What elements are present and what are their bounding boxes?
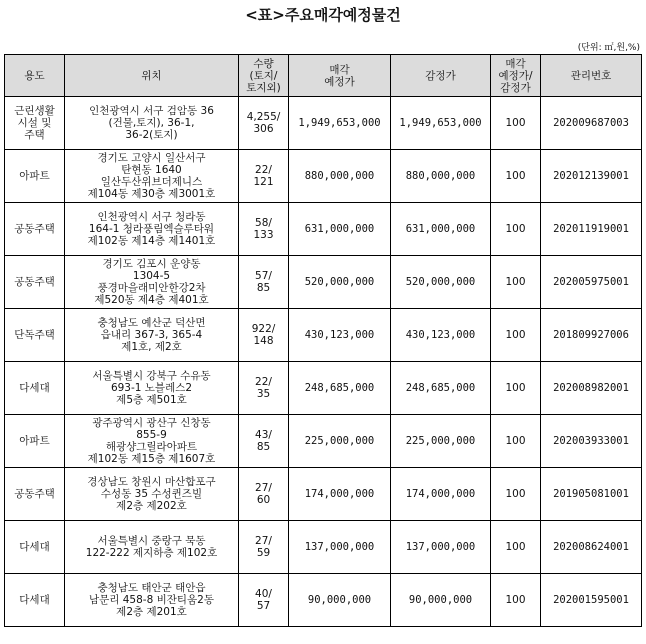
cell-use: 아파트 — [5, 415, 65, 468]
cell-price: 1,949,653,000 — [289, 97, 391, 150]
cell-ratio: 100 — [491, 150, 541, 203]
table-row — [5, 150, 642, 203]
cell-quantity: 4,255/ 306 — [239, 97, 289, 150]
cell-appraisal: 137,000,000 — [391, 521, 491, 574]
cell-price: 631,000,000 — [289, 203, 391, 256]
cell-appraisal: 430,123,000 — [391, 309, 491, 362]
cell-id: 202012139001 — [541, 150, 642, 203]
cell-use: 다세대 — [5, 521, 65, 574]
cell-id: 201905081001 — [541, 468, 642, 521]
cell-id: 202011919001 — [541, 203, 642, 256]
cell-price: 248,685,000 — [289, 362, 391, 415]
header-use: 용도 — [5, 55, 65, 97]
header-quantity: 수량 (토지/ 토지외) — [239, 55, 289, 97]
cell-price: 174,000,000 — [289, 468, 391, 521]
cell-use: 다세대 — [5, 574, 65, 627]
cell-ratio: 100 — [491, 415, 541, 468]
cell-appraisal: 880,000,000 — [391, 150, 491, 203]
table-header-row — [5, 55, 642, 97]
cell-ratio: 100 — [491, 574, 541, 627]
header-appraisal: 감정가 — [391, 55, 491, 97]
cell-id: 202005975001 — [541, 256, 642, 309]
cell-quantity: 27/ 60 — [239, 468, 289, 521]
cell-location: 경상남도 창원시 마산합포구 수성동 35 수성퀸즈빌 제2층 제202호 — [65, 468, 239, 521]
cell-quantity: 43/ 85 — [239, 415, 289, 468]
table-row — [5, 521, 642, 574]
cell-quantity: 57/ 85 — [239, 256, 289, 309]
cell-location: 경기도 고양시 일산서구 탄현동 1640 일산두산위브더제니스 제104동 제30층 제3001호 — [65, 150, 239, 203]
cell-price: 137,000,000 — [289, 521, 391, 574]
cell-id: 202008624001 — [541, 521, 642, 574]
cell-ratio: 100 — [491, 97, 541, 150]
cell-location: 경기도 김포시 운양동 1304-5 풍경마을래미안한강2차 제520동 제4층 제401호 — [65, 256, 239, 309]
table-row — [5, 574, 642, 627]
cell-use: 아파트 — [5, 150, 65, 203]
cell-price: 90,000,000 — [289, 574, 391, 627]
cell-use: 공동주택 — [5, 203, 65, 256]
unit-note: (단위: ㎡,원,%) — [577, 43, 640, 53]
property-table — [4, 54, 642, 627]
cell-location: 충청남도 태안군 태안읍 남문리 458-8 비잔티움2동 제2층 제201호 — [65, 574, 239, 627]
cell-ratio: 100 — [491, 521, 541, 574]
cell-use: 공동주택 — [5, 256, 65, 309]
cell-location: 충청남도 예산군 덕산면 읍내리 367-3, 365-4 제1호, 제2호 — [65, 309, 239, 362]
cell-ratio: 100 — [491, 362, 541, 415]
header-ratio: 매각 예정가/ 감정가 — [491, 55, 541, 97]
cell-quantity: 27/ 59 — [239, 521, 289, 574]
cell-id: 201809927006 — [541, 309, 642, 362]
cell-location: 인천광역시 서구 청라동 164-1 청라풍림엑슬루타워 제102동 제14층 제1401호 — [65, 203, 239, 256]
cell-use: 근린생활 시설 및 주택 — [5, 97, 65, 150]
cell-price: 225,000,000 — [289, 415, 391, 468]
cell-location: 광주광역시 광산구 신창동 855-9 해광샹그릴라아파트 제102동 제15층 제1607호 — [65, 415, 239, 468]
table-row — [5, 203, 642, 256]
cell-appraisal: 631,000,000 — [391, 203, 491, 256]
table-row — [5, 468, 642, 521]
table-row — [5, 362, 642, 415]
cell-ratio: 100 — [491, 468, 541, 521]
cell-ratio: 100 — [491, 256, 541, 309]
table-row — [5, 97, 642, 150]
cell-quantity: 40/ 57 — [239, 574, 289, 627]
cell-price: 430,123,000 — [289, 309, 391, 362]
header-id: 관리번호 — [541, 55, 642, 97]
cell-appraisal: 225,000,000 — [391, 415, 491, 468]
cell-appraisal: 520,000,000 — [391, 256, 491, 309]
header-price: 매각 예정가 — [289, 55, 391, 97]
cell-quantity: 22/ 121 — [239, 150, 289, 203]
table-row — [5, 309, 642, 362]
cell-use: 다세대 — [5, 362, 65, 415]
header-location: 위치 — [65, 55, 239, 97]
cell-quantity: 22/ 35 — [239, 362, 289, 415]
cell-appraisal: 1,949,653,000 — [391, 97, 491, 150]
cell-quantity: 58/ 133 — [239, 203, 289, 256]
cell-use: 단독주택 — [5, 309, 65, 362]
cell-quantity: 922/ 148 — [239, 309, 289, 362]
table-row — [5, 256, 642, 309]
cell-ratio: 100 — [491, 203, 541, 256]
cell-id: 202003933001 — [541, 415, 642, 468]
cell-ratio: 100 — [491, 309, 541, 362]
cell-appraisal: 248,685,000 — [391, 362, 491, 415]
cell-location: 서울특별시 강북구 수유동 693-1 노블레스2 제5층 제501호 — [65, 362, 239, 415]
cell-price: 520,000,000 — [289, 256, 391, 309]
cell-use: 공동주택 — [5, 468, 65, 521]
table-row — [5, 415, 642, 468]
cell-id: 202001595001 — [541, 574, 642, 627]
cell-appraisal: 174,000,000 — [391, 468, 491, 521]
cell-id: 202009687003 — [541, 97, 642, 150]
cell-id: 202008982001 — [541, 362, 642, 415]
cell-location: 서울특별시 중랑구 묵동 122-222 제지하층 제102호 — [65, 521, 239, 574]
page-title: <표>주요매각예정물건 — [245, 6, 401, 24]
cell-price: 880,000,000 — [289, 150, 391, 203]
cell-appraisal: 90,000,000 — [391, 574, 491, 627]
cell-location: 인천광역시 서구 검암동 36 (건물,토지), 36-1, 36-2(토지) — [65, 97, 239, 150]
